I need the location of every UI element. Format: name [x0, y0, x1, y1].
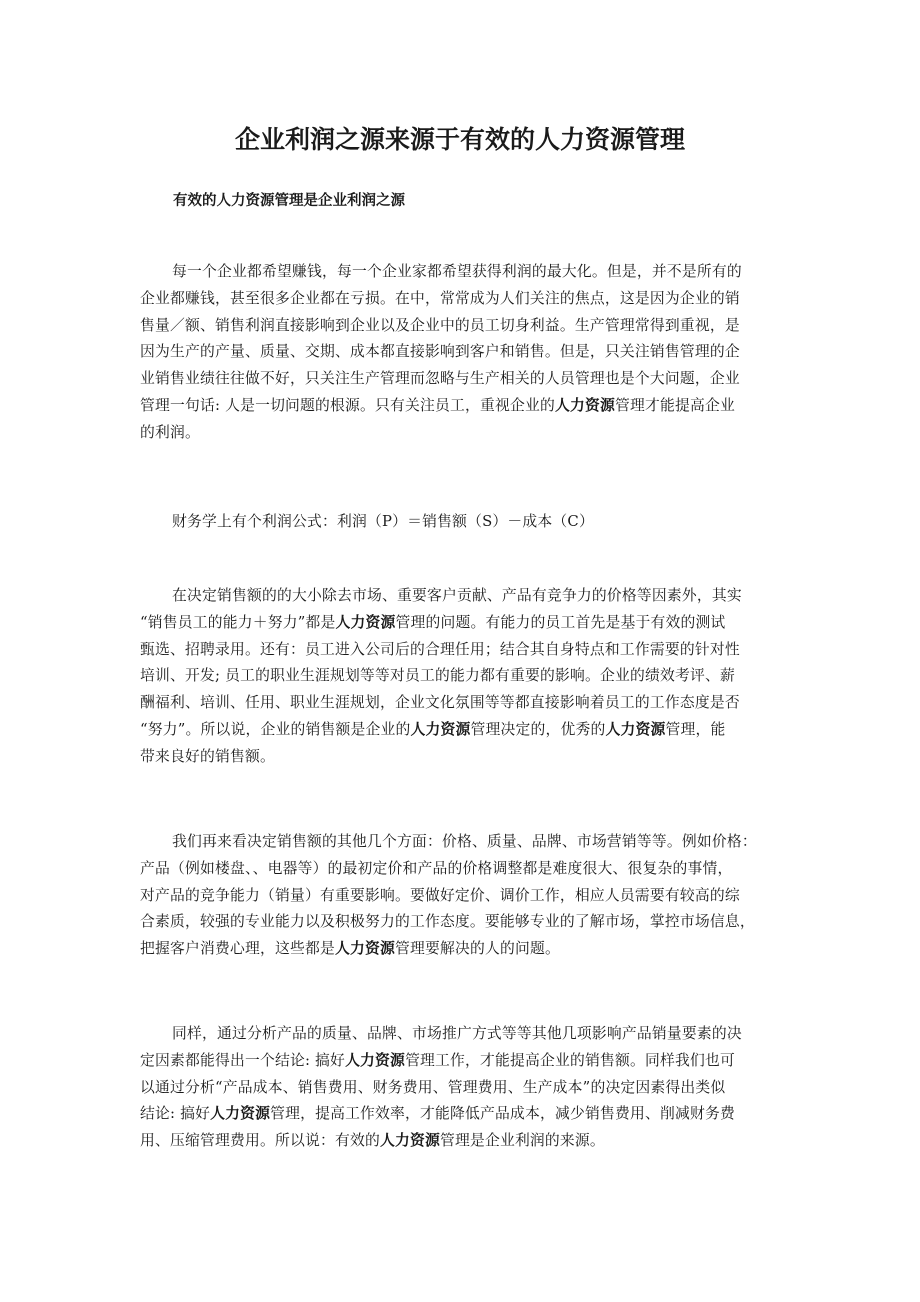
p5-line-2-a: 定因素都能得出一个结论: 搞好: [140, 1051, 346, 1069]
p4-line-5-b: 管理要解决的人的问题。: [394, 940, 560, 958]
p4-line-5-a: 把握客户消费心理，这些都是: [140, 940, 335, 958]
p5-line-5-bold: 人力资源: [379, 1132, 440, 1150]
p5-line-5-a: 用、压缩管理费用。所以说：有效的: [140, 1132, 380, 1150]
p1-line-2: 企业都赚钱，甚至很多企业都在亏损。在中，常常成为人们关注的焦点，这是因为企业的销: [140, 289, 740, 307]
p1-line-6-text: 管理一句话: 人是一切问题的根源。只有关注员工，重视企业的: [140, 396, 556, 414]
p1-line-7: 的利润。: [140, 423, 200, 441]
p5-line-2-b: 管理工作，才能提高企业的销售额。同样我们也可: [405, 1051, 735, 1069]
p5-line-5-b: 管理是企业利润的来源。: [439, 1132, 605, 1150]
p4-line-5-bold: 人力资源: [334, 940, 395, 958]
p1-line-3: 售量／额、销售利润直接影响到企业以及企业中的员工切身利益。生产管理常得到重视，是: [140, 316, 740, 334]
p5-line-4-a: 结论: 搞好: [140, 1105, 211, 1123]
p3-line-2-bold: 人力资源: [335, 613, 396, 631]
p5-line-4-bold: 人力资源: [210, 1105, 271, 1123]
p3-line-6: [140, 717, 800, 744]
p4-line-1: 我们再来看决定销售额的其他几个方面：价格、质量、品牌、市场营销等等。例如价格：: [172, 833, 757, 850]
p2-line-1: 财务学上有个利润公式：利润（P）＝销售额（S）－成本（C）: [172, 513, 594, 530]
p3-line-1: 在决定销售额的的大小除去市场、重要客户贡献、产品有竞争力的价格等因素外，其实: [172, 587, 742, 604]
p5-line-3: 以通过分析“产品成本、销售费用、财务费用、管理费用、生产成本”的决定因素得出类似: [140, 1078, 726, 1096]
p1-line-4: 因为生产的产量、质量、交期、成本都直接影响到客户和销售。但是，只关注销售管理的企: [140, 343, 740, 361]
paragraph-2: [140, 509, 800, 536]
p1-line-1: 每一个企业都希望赚钱，每一个企业家都希望获得利润的最大化。但是，并不是所有的: [172, 263, 742, 280]
paragraph-3: [140, 583, 800, 771]
p3-line-7: 带来良好的销售额。: [140, 747, 275, 765]
p3-line-6-bold-1: 人力资源: [410, 720, 471, 738]
p3-line-6-bold-2: 人力资源: [605, 720, 666, 738]
p1-line-6-end: 管理才能提高企业: [615, 396, 735, 414]
p4-line-5: [140, 936, 800, 963]
p1-line-6: [140, 393, 800, 420]
p3-line-6-b: 管理决定的，优秀的: [470, 720, 606, 738]
p4-line-4: 合素质，较强的专业能力以及积极努力的工作态度。要能够专业的了解市场，掌控市场信息，: [140, 913, 755, 931]
p3-line-3: 甄选、招聘录用。还有：员工进入公司后的合理任用；结合其自身特点和工作需要的针对性: [140, 640, 740, 658]
p4-line-3: 对产品的竞争能力（销量）有重要影响。要做好定价、调价工作，相应人员需要有较高的综: [140, 886, 740, 904]
p5-line-2: [140, 1048, 800, 1075]
p5-line-4-b: 管理，提高工作效率，才能降低产品成本，减少销售费用、削减财务费: [270, 1105, 735, 1123]
document-title: 企业利润之源来源于有效的人力资源管理: [234, 125, 685, 154]
paragraph-5: [140, 1021, 800, 1155]
p3-line-5: 酬福利、培训、任用、职业生涯规划，企业文化氛围等等都直接影响着员工的工作态度是否: [140, 694, 740, 712]
p5-line-5: [140, 1128, 800, 1155]
p3-line-2-b: 管理的问题。有能力的员工首先是基于有效的测试: [395, 613, 726, 631]
paragraph-1: [140, 259, 800, 447]
p4-line-2: 产品（例如楼盘、、电器等）的最初定价和产品的价格调整都是难度很大、很复杂的事情，: [140, 859, 733, 877]
p5-line-1: 同样，通过分析产品的质量、品牌、市场推广方式等等其他几项影响产品销量要素的决: [172, 1025, 742, 1042]
document-subtitle: 有效的人力资源管理是企业利润之源: [173, 193, 405, 209]
p1-line-6-bold: 人力资源: [555, 396, 616, 414]
p5-line-4: [140, 1101, 800, 1128]
p3-line-2: [140, 610, 800, 637]
p3-line-2-a: “销售员工的能力＋努力”都是: [140, 613, 336, 631]
paragraph-4: [140, 829, 800, 963]
p3-line-6-c: 管理，能: [665, 720, 726, 738]
p3-line-4: 培训、开发; 员工的职业生涯规划等等对员工的能力都有重要的影响。企业的绩效考评、薪: [140, 667, 735, 685]
p5-line-2-bold: 人力资源: [345, 1051, 406, 1069]
p1-line-5: 业销售业绩往往做不好，只关注生产管理而忽略与生产相关的人员管理也是个大问题，企业: [140, 370, 740, 388]
p3-line-6-a: “努力”。所以说，企业的销售额是企业的: [140, 720, 411, 738]
